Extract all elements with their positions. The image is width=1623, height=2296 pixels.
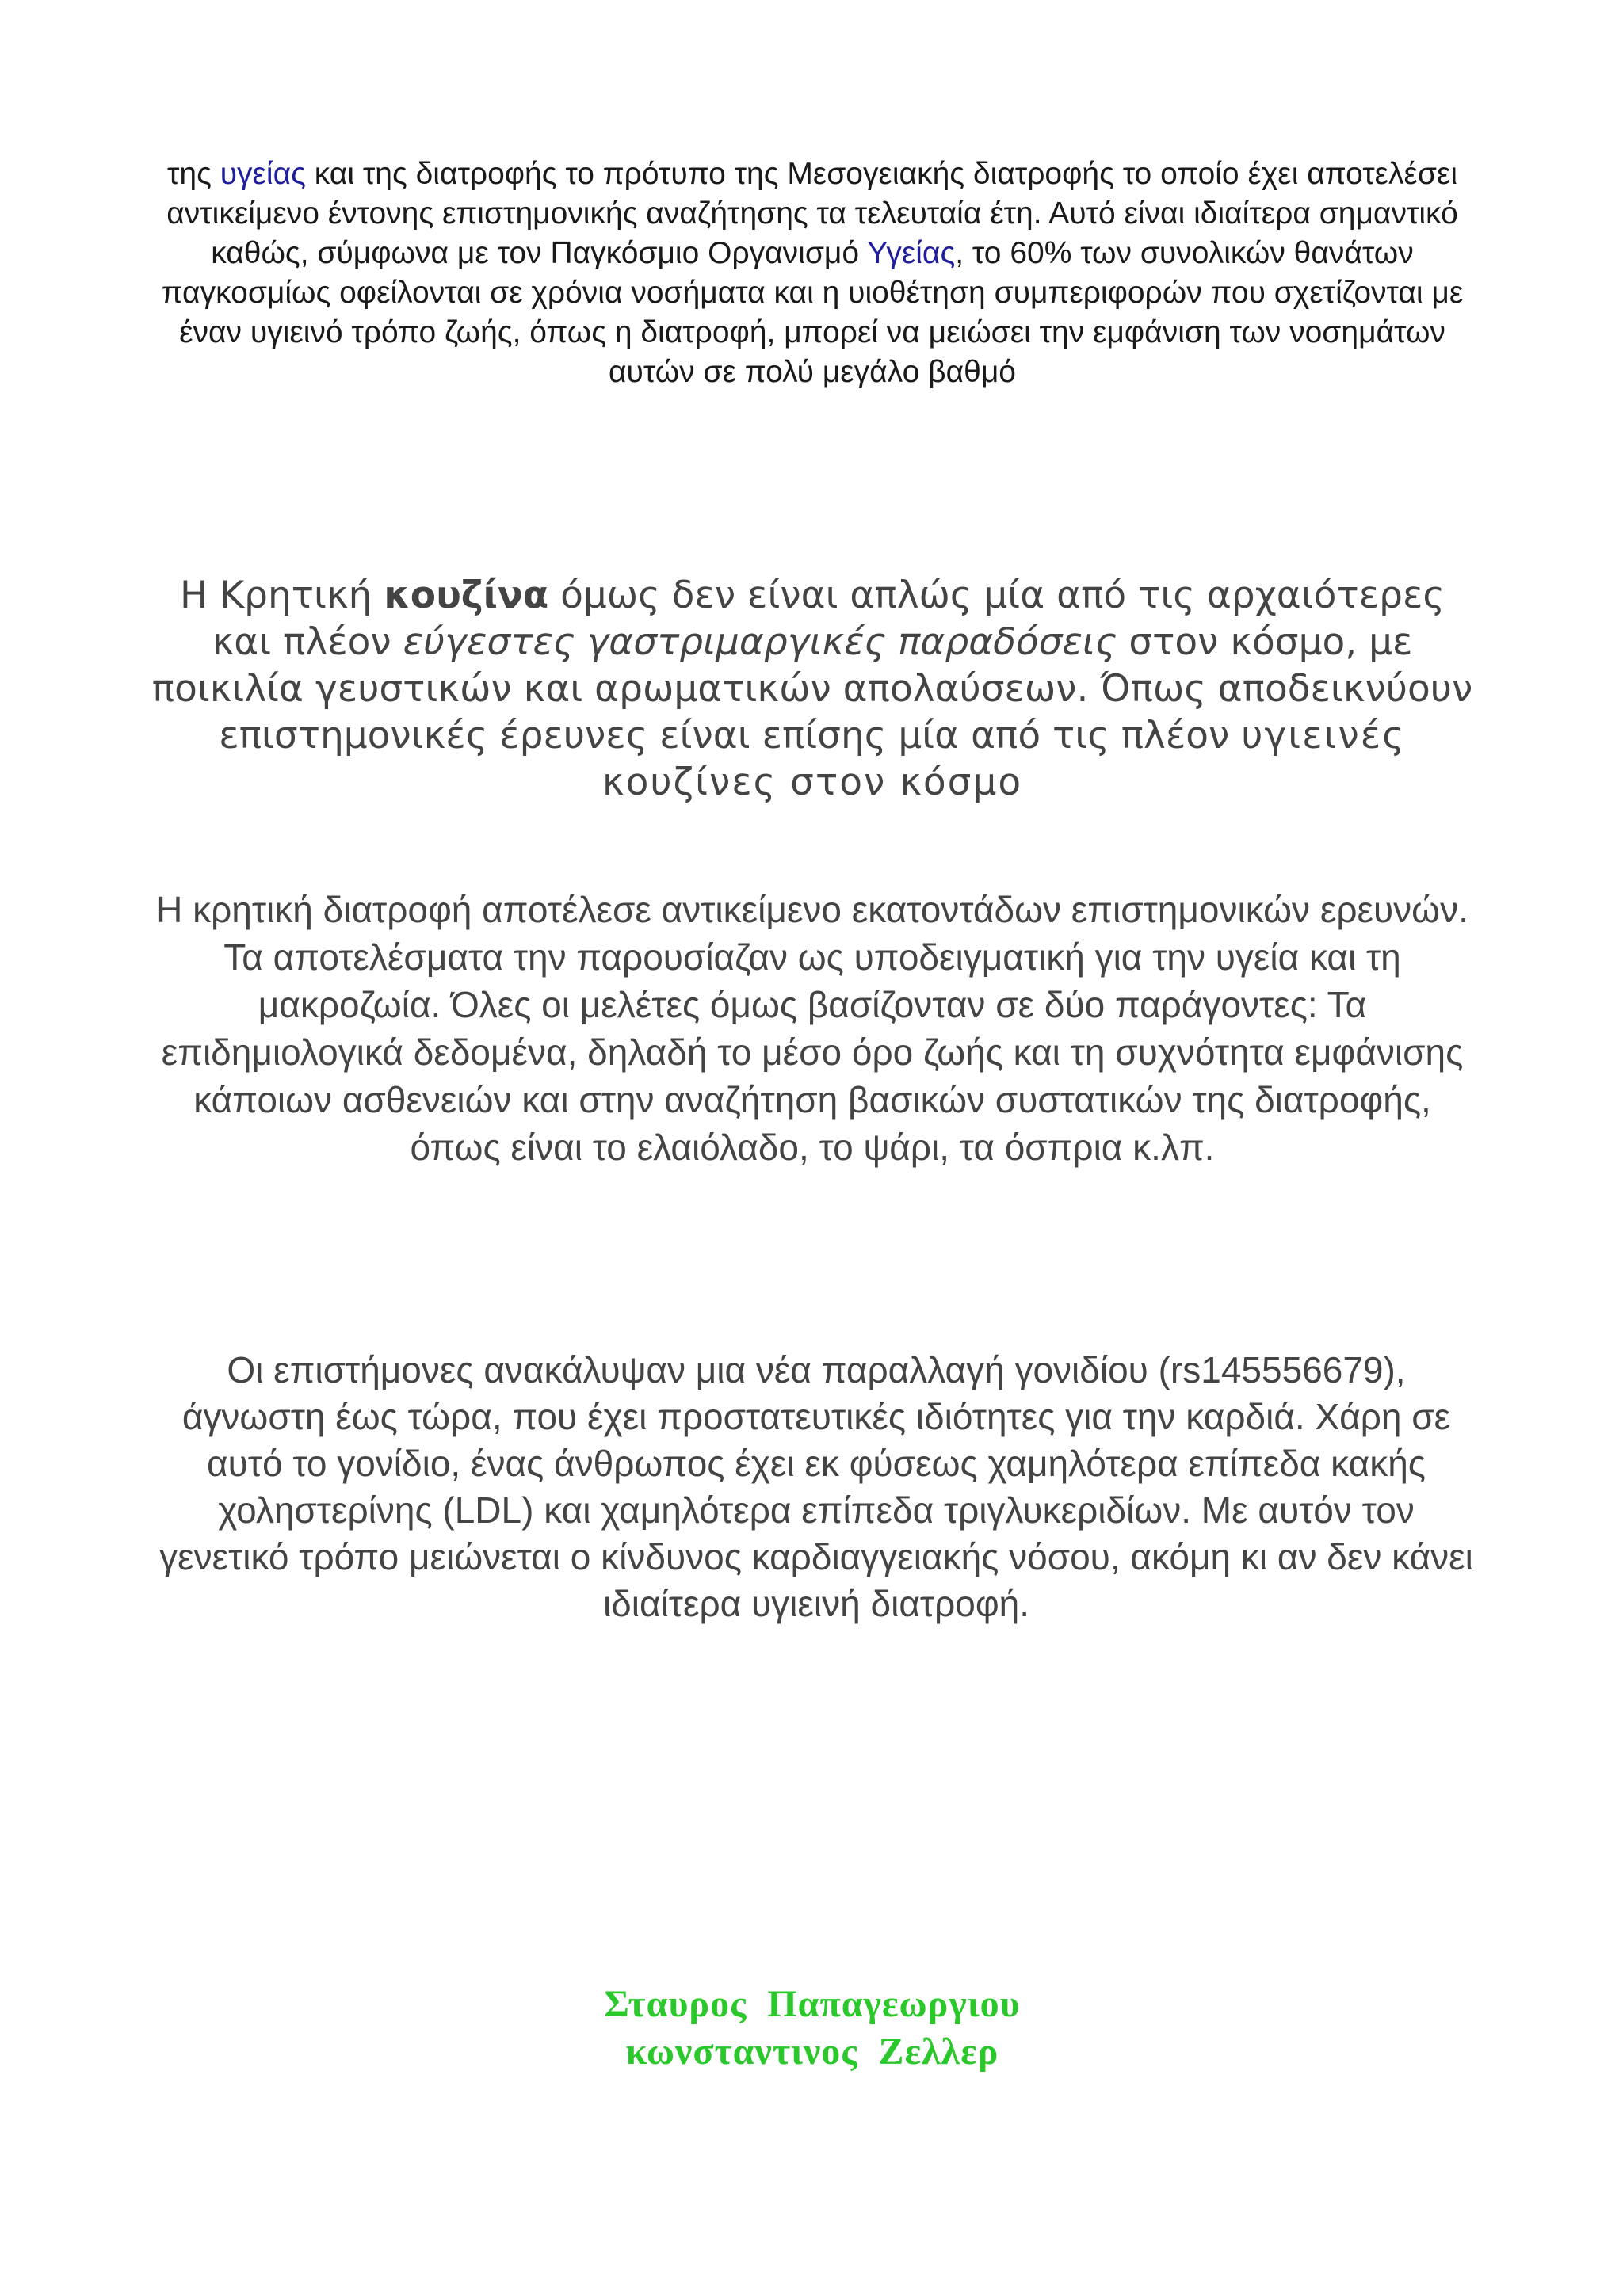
intro-text-3: , το 60% των συνολικών θανάτων παγκοσμίως οφείλονται σε χρόνια νοσήματα και η υιοθέτηση συμπεριφορών που σχετίζονται με έναν υγιεινό τρόπο ζωής, όπως η διατροφή, μπορεί να μειώσει την εμφάνιση των νοσημάτων αυτών σε πολύ μεγάλο βαθμό [161, 236, 1464, 389]
intro-paragraph [151, 154, 1474, 392]
cretan-text-2: όμως δεν είναι απλώς μία από τις αρχαιότερες και πλέον [212, 574, 1445, 664]
cuisine-bold: κουζίνα [384, 574, 549, 617]
traditions-italic: εύγεστες γαστριμαργικές παραδόσεις [403, 620, 1117, 664]
gene-variant-paragraph: Οι επιστήμονες ανακάλυψαν μια νέα παραλλαγή γονιδίου (rs145556679), άγνωστη έως τώρα, που έχει προστατευτικές ιδιότητες για την καρδιά. Χάρη σε αυτό το γονίδιο, ένας άνθρωπος έχει εκ φύσεως χαμηλότερα επίπεδα κακής χοληστερίνης (LDL) και χαμηλότερα επίπεδα τριγλυκεριδίων. Με αυτόν τον γενετικό τρόπο μειώνεται ο κίνδυνος καρδιαγγειακής νόσου, ακόμη κι αν δεν κάνει ιδιαίτερα υγιεινή διατροφή. [159, 1349, 1473, 1624]
authors-signature [412, 1981, 1212, 2076]
cretan-diet-research-paragraph: Η κρητική διατροφή αποτέλεσε αντικείμενο εκατοντάδων επιστημονικών ερευνών. Τα αποτελέσματα την παρουσίαζαν ως υποδειγματική για την υγεία και τη μακροζωία. Όλες οι μελέτες όμως βασίζονταν σε δύο παράγοντες: Τα επιδημιολογικά δεδομένα, δηλαδή το μέσο όρο ζωής και τη συχνότητα εμφάνισης κάποιων ασθενειών και στην αναζήτηση βασικών συστατικών της διατροφής, όπως είναι το ελαιόλαδο, το ψάρι, τα όσπρια κ.λπ. [156, 889, 1468, 1168]
author-1: Σταυρος Παπαγεωργιου [604, 1983, 1021, 2025]
intro-text-2: και της διατροφής το πρότυπο της Μεσογειακής διατροφής το οποίο έχει αποτελέσει αντικείμενο έντονης επιστημονικής αναζήτησης τα τελευταία έτη. Αυτό είναι ιδιαίτερα σημαντικό καθώς, σύμφωνα με τον Παγκόσμιο Οργανισμό [166, 157, 1458, 270]
cretan-text-1: Η Κρητική [180, 574, 384, 617]
health-link[interactable]: υγείας [220, 157, 306, 191]
intro-text-1: της [166, 157, 220, 191]
cretan-text-3: στον κόσμο, με ποικιλία γευστικών και αρωματικών απολαύσεων. Όπως αποδεικνύουν επιστημονικές έρευνες είναι επίσης μία από τις πλέον [151, 620, 1473, 757]
author-2: κωνσταντινος Ζελλερ [625, 2031, 999, 2073]
cretan-text-4: υγιεινές κουζίνες στον κόσμο [601, 714, 1406, 804]
cretan-cuisine-paragraph [151, 572, 1474, 806]
who-health-link[interactable]: Υγείας [867, 236, 956, 270]
